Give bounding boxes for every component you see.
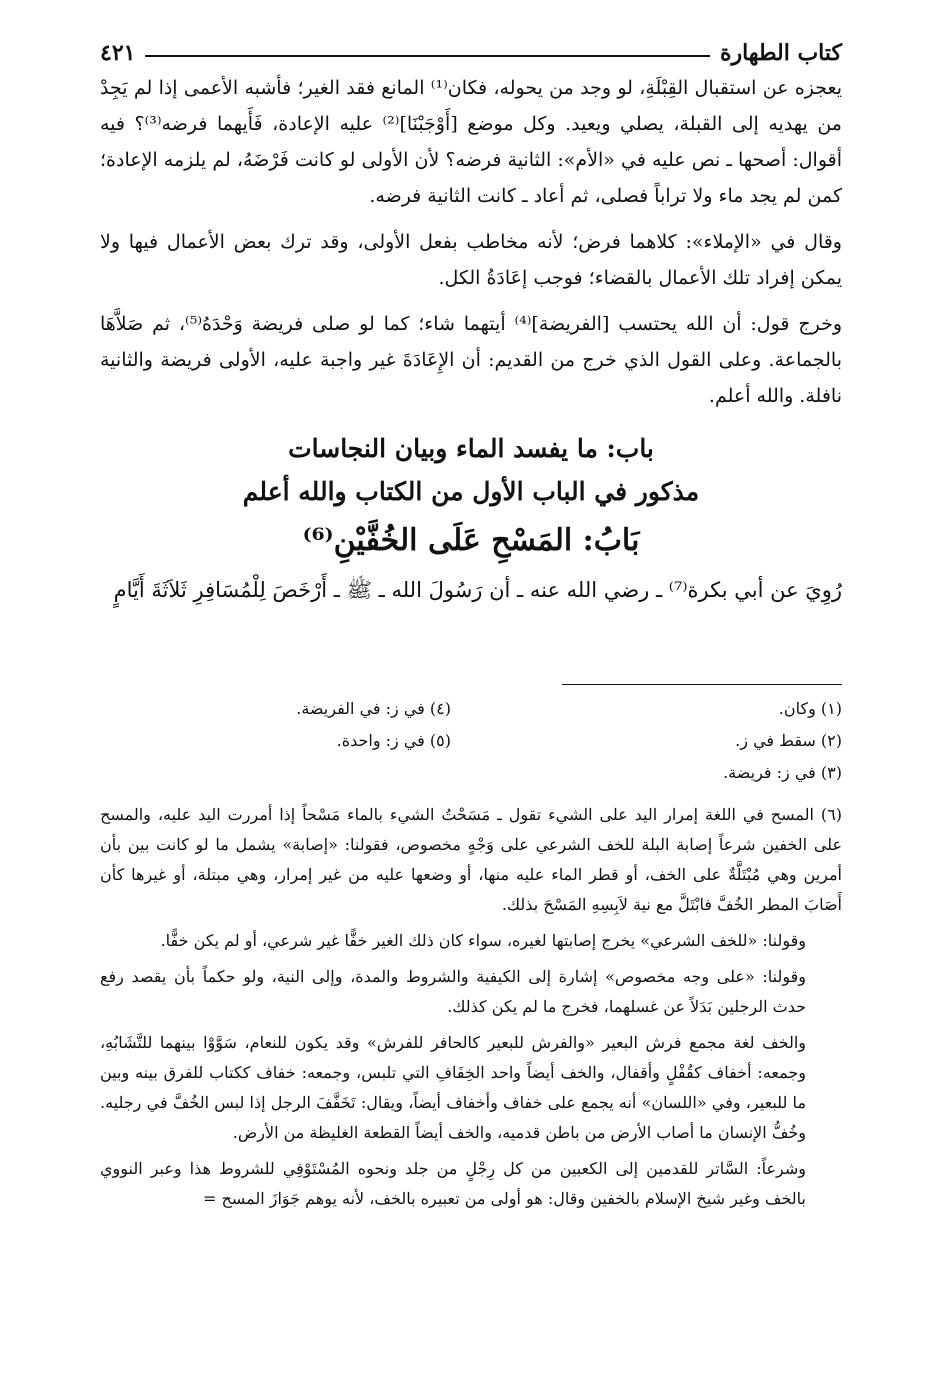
chapter-subheading: مذكور في الباب الأول من الكتاب والله أعلم [242, 477, 700, 506]
footnote-divider [562, 684, 842, 685]
header-rule [145, 55, 710, 57]
footnote-6-paragraph: وقولنا: «على وجه مخصوص» إشارة إلى الكيفية والشروط والمدة، وإلى النية، ولو حكماً بأن يقصد رفع حدث الرجلين بَدَلاً عن غسلهما، فخرج ما لم يكن كذلك. [100, 967, 806, 1016]
text-start-line: رُوِيَ عن أبي بكرة⁽⁷⁾ ـ رضي الله عنه ـ أن رَسُولَ الله ـ ﷺ ـ أَرْخَصَ لِلْمُسَافِرِ ثَلاَثَةَ أَيَّامٍ [113, 578, 842, 602]
footnote-4: (٤) في ز: في الفريضة. [296, 699, 451, 718]
paragraph-1: يعجزه عن استقبال القِبْلَةِ، لو وجد من يحوله، فكان⁽¹⁾ المانع فقد الغير؛ فأشبه الأعمى إذا لم يَجِدْ من يهديه إلى القبلة، يصلي ويعيد. وكل موضع [أَوْجَبْنَا]⁽²⁾ عليه الإعادة، فَأَيهما فرضه⁽³⁾؟ فيه أقوال: أصحها ـ نص عليه في «الأم»: الثانية فرضه؟ لأن الأولى لو كانت فَرْضَهُ، لم يلزمه الإعادة؛ كمن لم يجد ماء ولا تراباً فصلى، ثم أعاد ـ كانت الثانية فرضه. [100, 77, 842, 207]
footnote-5: (٥) في ز: واحدة. [336, 731, 451, 750]
page-header [100, 30, 842, 66]
paragraph-3: وخرج قول: أن الله يحتسب [الفريضة]⁽⁴⁾ أيتهما شاء؛ كما لو صلى فريضة وَحْدَهُ⁽⁵⁾، ثم صَلاَّهَا بالجماعة. وعلى القول الذي خرج من القديم: أن الإِعَادَةَ غير واجبة عليه، الأولى فريضة والثانية نافلة. والله أعلم. [100, 313, 843, 407]
chapter-headings [100, 428, 842, 566]
footnote-6-paragraph: وشرعاً: السَّاتر للقدمين إلى الكعبين من كل رِجْلٍ من جلد ونحوه المُسْتَوْفِي للشروط هذا وعبر النووي بالخف وغير شيخ الإسلام بالخفين وقال: هو أولى من تعبيره بالخف، لأنه يوهم جَوَازَ المسح = [100, 1159, 806, 1208]
paragraph-2: وقال في «الإملاء»: كلاهما فرض؛ لأنه مخاطب بفعل الأولى، وقد ترك بعض الأعمال فيها ولا يمكن إفراد تلك الأعمال بالقضاء؛ فوجب إعَادَةُ الكل. [100, 231, 842, 289]
footnote-3: (٣) في ز: فريضة. [723, 763, 842, 782]
footnote-6-paragraph: (٦) المسح في اللغة إمرار اليد على الشيء تقول ـ مَسَحْتُ الشيء بالماء مَسْحاً إذا أمررت اليد عليه، والمسح على الخفين شرعاً إصابة البلة للخف الشرعي على وَجْهٍ مخصوص، فقولنا: «إصابة» يشمل ما لو كانت بين بأن أمرين وهي مُبْتَلَّةٌ على الخف، أو قطر الماء عليه منها، أو وضعها عليه من غير إمرار، وهي مبتلة، أو غيرها كأن أَصَابَ المطر الخُفَّ فابْتَلَّ مع نية لاَبِسِهِ المَسْحَ بذلك. [100, 805, 843, 914]
footnote-empty [100, 760, 451, 786]
footnotes-short [100, 696, 842, 786]
section-heading: بَابُ: المَسْحِ عَلَى الخُفَّيْنِ⁽⁶⁾ [302, 523, 640, 558]
main-text [100, 70, 842, 610]
chapter-heading: باب: ما يفسد الماء وبيان النجاسات [288, 434, 654, 463]
footnote-1: (١) وكان. [778, 699, 842, 718]
footnote-2: (٢) سقط في ز. [735, 731, 842, 750]
footnote-6-paragraph: والخف لغة مجمع فرش البعير «والفرش للبعير كالحافر للفرش» وقد يكون للنعام، سَوَّوْا بينهما للتَّشَابُهِ، وجمعه: أخفاف كقُفْلٍ وأقفال، والخف أيضاً واحد الخِفَافِ التي تلبس، وجمعه: خفاف ككتاب للفرق بينه وبين ما للبعير، وفي «اللسان» أنه يجمع على خفاف وأخفاف أيضاً، ويقال: تَخَفَّفَ الرجل إذا لبس الخُفَّ في رجليه. وخُفُّ الإنسان ما أصاب الأرض من باطن قدميه، والخف أيضاً القطعة الغليظة من الأرض. [100, 1033, 807, 1142]
footnote-6-paragraph: وقولنا: «للخف الشرعي» يخرج إصابتها لغيره، سواء كان ذلك الغير خفًّا غير شرعي، أو لم يكن خفًّا. [160, 931, 806, 950]
page-number: ٤٢١ [100, 40, 136, 66]
footnote-6 [100, 800, 842, 1220]
running-title: كتاب الطهارة [719, 40, 842, 66]
